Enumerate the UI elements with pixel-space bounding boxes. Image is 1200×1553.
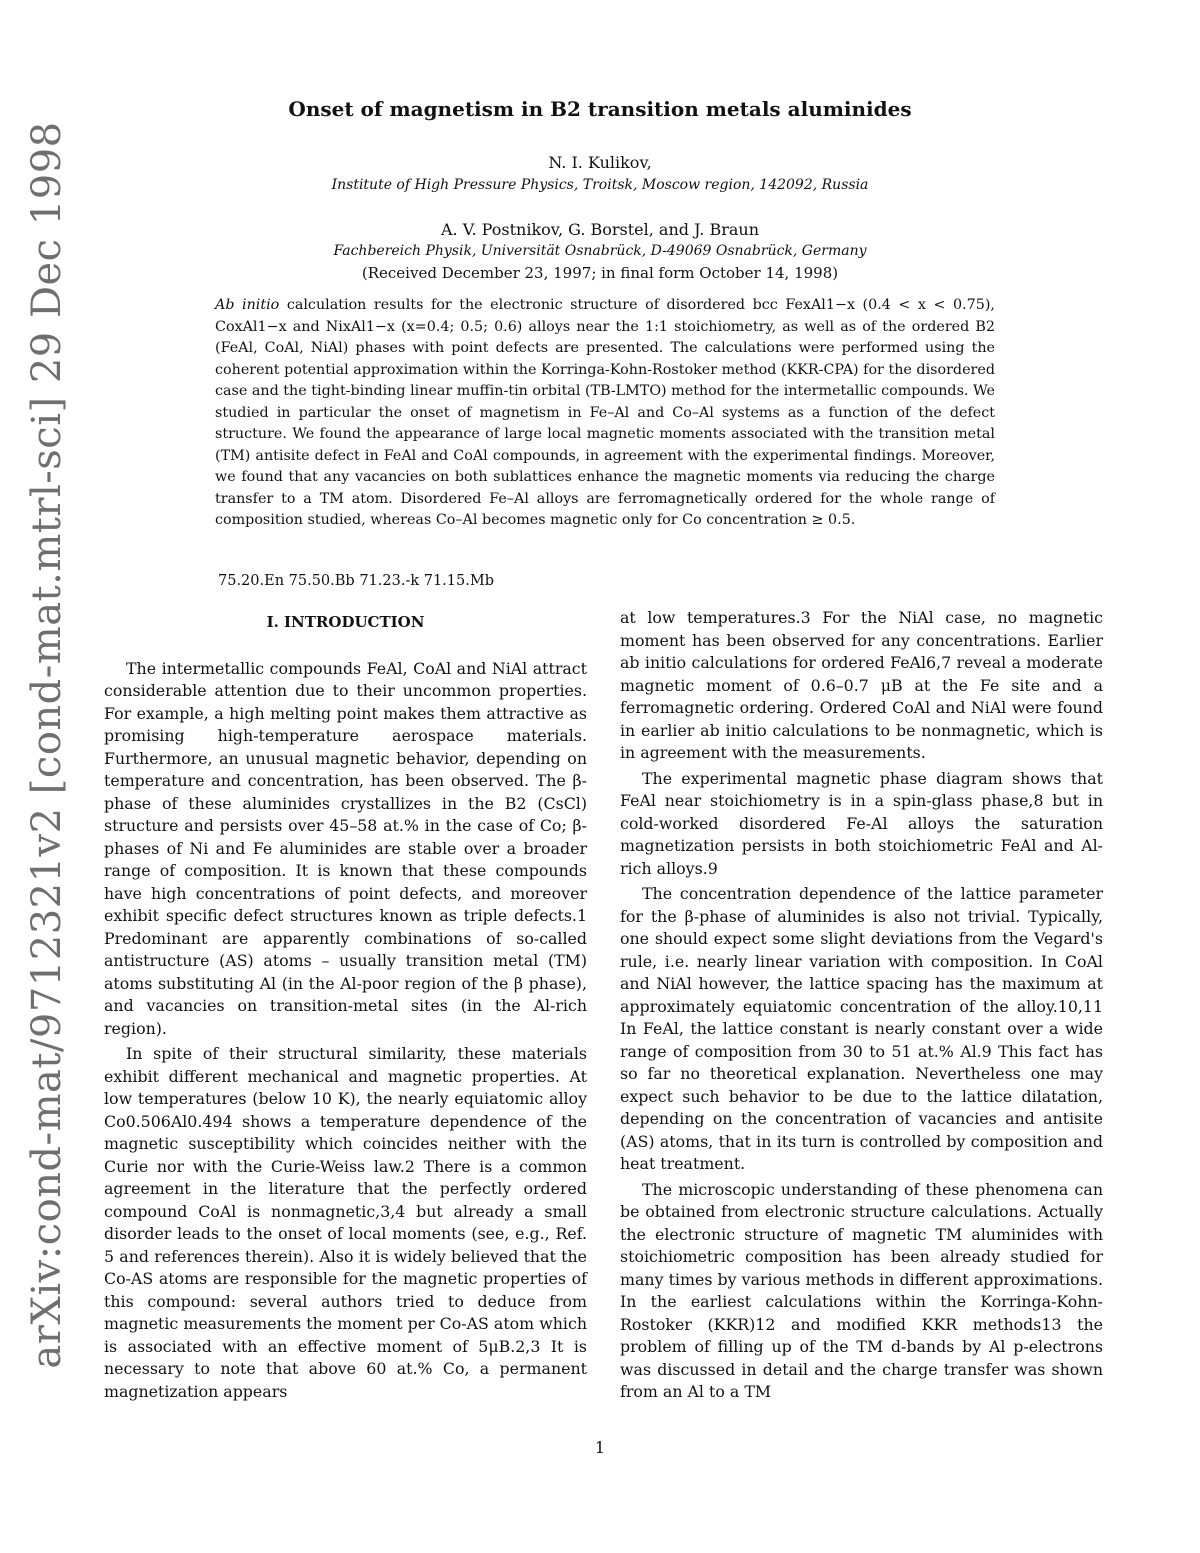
paragraph: In spite of their structural similarity, these materials exhibit different mechanical and magnetic properties. At low temperatures (below 10 K), the nearly equiatomic alloy Co0.506Al0.494 shows a temperature dependence of the magnetic susceptibility which coincides neither with the Curie nor with the Curie-Weiss law.2 There is a common agreement in the literature that the perfectly ordered compound CoAl is nonmagnetic,3,4 but already a small disorder leads to the onset of local moments (see, e.g., Ref. 5 and references therein). Also it is widely believed that the Co-AS atoms are responsible for the magnetic properties of this compound: several authors tried to deduce from magnetic measurements the moment per Co-AS atom which is associated with an effective moment of 5μB.2,3 It is necessary to note that above 60 at.% Co, a permanent magnetization appears bbox=[104, 1044, 587, 1401]
paragraph: at low temperatures.3 For the NiAl case, no magnetic moment has been observed for any concentrations. Earlier ab initio calculations for ordered FeAl6,7 reveal a moderate magnetic moment of 0.6–0.7 μB at the Fe site and a ferromagnetic ordering. Ordered CoAl and NiAl were found in earlier ab initio calculations to be nonmagnetic, which is in agreement with the measurements. bbox=[620, 608, 1103, 762]
section-heading: I. INTRODUCTION bbox=[266, 613, 425, 631]
left-column bbox=[104, 607, 587, 1403]
arxiv-sidebar-stamp bbox=[18, 121, 76, 1369]
affiliation-1: Institute of High Pressure Physics, Troitsk, Moscow region, 142092, Russia bbox=[331, 177, 869, 193]
right-column bbox=[620, 607, 1103, 1404]
author-1: N. I. Kulikov, bbox=[548, 153, 652, 172]
paragraph: The experimental magnetic phase diagram shows that FeAl near stoichiometry is in a spin-glass phase,8 but in cold-worked disordered Fe-Al alloys the saturation magnetization persists in both stoichiometric FeAl and Al-rich alloys.9 bbox=[620, 768, 1103, 878]
abstract-lead: Ab initio bbox=[215, 297, 280, 313]
paragraph: The concentration dependence of the lattice parameter for the β-phase of aluminides is also not trivial. Typically, one should expect some slight deviations from the Vegard's rule, i.e. nearly linear variation with composition. In CoAl and NiAl however, the lattice spacing has the maximum at approximately equiatomic concentration of the alloy.10,11 In FeAl, the lattice constant is nearly constant over a wide range of composition from 30 to 51 at.% Al.9 This fact has so far no theoretical explanation. Nevertheless one may expect such behavior to be due to the lattice dilatation, depending on the concentration of vacancies and antisite (AS) atoms, that in its turn is controlled by composition and heat treatment. bbox=[620, 884, 1103, 1173]
arxiv-identifier: arXiv:cond-mat/9712321v2 [cond-mat.mtrl-sci] 29 Dec 1998 bbox=[24, 121, 70, 1369]
paragraph: The intermetallic compounds FeAl, CoAl and NiAl attract considerable attention due to their uncommon properties. For example, a high melting point makes them attractive as promising high-temperature aerospace materials. Furthermore, an unusual magnetic behavior, depending on temperature and concentration, has been observed. The β-phase of these aluminides crystallizes in the B2 (CsCl) structure and persists over 45–58 at.% in the case of Co; β-phases of Ni and Fe aluminides are stable over a broader range of composition. It is known that these compounds have high concentrations of point defects, and moreover exhibit specific defect structures known as triple defects.1 Predominant are apparently combinations of so-called antistructure (AS) atoms – usually transition metal (TM) atoms substituting Al (in the Al-poor region of the β phase), and vacancies on transition-metal sites (in the Al-rich region). bbox=[104, 658, 587, 1038]
author-2: A. V. Postnikov, G. Borstel, and J. Braun bbox=[441, 220, 759, 239]
received-dates: (Received December 23, 1997; in final form October 14, 1998) bbox=[361, 264, 839, 282]
pacs-codes: 75.20.En 75.50.Bb 71.23.-k 71.15.Mb bbox=[218, 573, 494, 589]
abstract-text: calculation results for the electronic structure of disordered bcc FexAl1−x (0.4 < x < 0.75), CoxAl1−x and NixAl1−x (x=0.4; 0.5; 0.6) alloys near the 1:1 stoichiometry, as well as of the ordered B2 (FeAl, CoAl, NiAl) phases with point defects are presented. The calculations were performed using the coherent potential approximation within the Korringa-Kohn-Rostoker method (KKR-CPA) for the disordered case and the tight-binding linear muffin-tin orbital (TB-LMTO) method for the intermetallic compounds. We studied in particular the onset of magnetism in Fe–Al and Co–Al systems as a function of the defect structure. We found the appearance of large local magnetic moments associated with the transition metal (TM) antisite defect in FeAl and CoAl compounds, in agreement with the experimental findings. Moreover, we found that any vacancies on both sublattices enhance the magnetic moments via reducing the charge transfer to a TM atom. Disordered Fe–Al alloys are ferromagnetically ordered for the whole range of composition studied, whereas Co–Al becomes magnetic only for Co concentration ≥ 0.5. bbox=[215, 297, 995, 528]
abstract bbox=[215, 295, 995, 532]
paragraph: The microscopic understanding of these phenomena can be obtained from electronic structure calculations. Actually the electronic structure of magnetic TM aluminides with stoichiometric composition has been already studied for many times by various methods in different approximations. In the earliest calculations within the Korringa-Kohn-Rostoker (KKR)12 and modified KKR methods13 the problem of filling up of the TM d-bands by Al p-electrons was discussed in detail and the charge transfer was shown from an Al to a TM bbox=[620, 1179, 1103, 1401]
paper-title: Onset of magnetism in B2 transition metals aluminides bbox=[288, 97, 912, 121]
affiliation-2: Fachbereich Physik, Universität Osnabrück, D-49069 Osnabrück, Germany bbox=[333, 243, 867, 259]
page-number: 1 bbox=[594, 1438, 606, 1457]
